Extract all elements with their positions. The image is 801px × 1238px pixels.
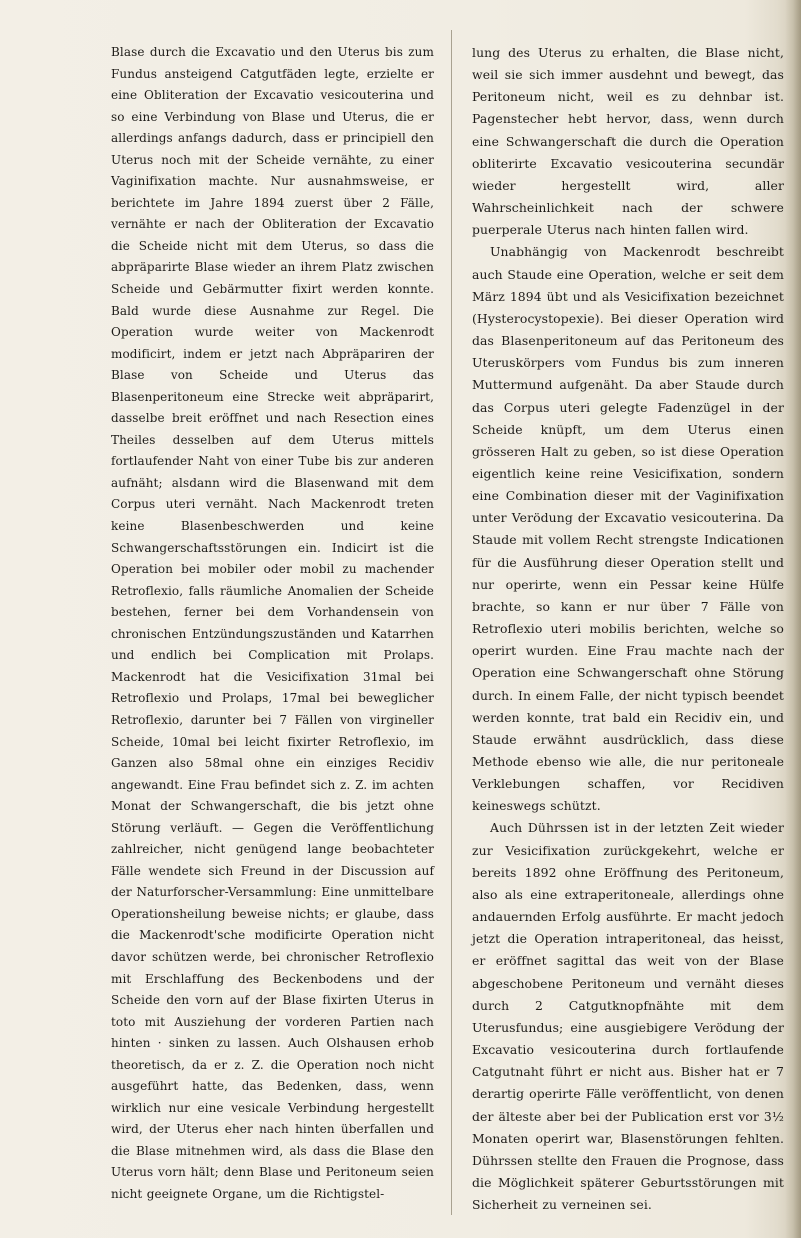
left-text-column xyxy=(111,42,434,1217)
column-divider-rule xyxy=(451,30,452,1215)
paragraph: lung des Uterus zu erhalten, die Blase nicht, weil sie sich immer ausdehnt und bewegt, das Peritoneum nicht, weil es zu dehnbar ist. Pagenstecher hebt hervor, dass, wenn durch eine Schwangerschaft die durch die Operation obliterirte Excavatio vesicouterina secundär wieder hergestellt wird, aller Wahrscheinlichkeit nach der schwere puerperale Uterus nach hinten fallen wird. xyxy=(472,45,784,238)
right-text-column xyxy=(472,42,784,1217)
paragraph: Unabhängig von Mackenrodt beschreibt auch Staude eine Operation, welche er seit dem März 1894 übt und als Vesicifixation bezeichnet (Hysterocystopexie). Bei dieser Operation wird das Blasenperitoneum auf das Peritoneum des Uteruskörpers vom Fundus bis zum inneren Muttermund aufgenäht. Da aber Staude durch das Corpus uteri gelegte Fadenzügel in der Scheide knüpft, um dem Uterus einen grösseren Halt zu geben, so ist diese Operation eigentlich keine reine Vesicifixation, sondern eine Combination dieser mit der Vaginifixation unter Verödung der Excavatio vesicouterina. Da Staude mit vollem Recht strengste Indicationen für die Ausführung dieser Operation stellt und nur operirte, wenn ein Pessar keine Hülfe brachte, so kann er nur über 7 Fälle von Retroflexio uteri mobilis berichten, welche so operirt wurden. Eine Frau machte nach der Operation eine Schwangerschaft ohne Störung durch. In einem Falle, der nicht typisch beendet werden konnte, trat bald ein Recidiv ein, und Staude erwähnt ausdrücklich, dass diese Methode ebenso wie alle, die nur peritoneale Verklebungen schaffen, vor Recidiven keineswegs schützt. xyxy=(472,244,784,814)
page-edge-shadow xyxy=(785,0,801,1238)
paragraph: Auch Dührssen ist in der letzten Zeit wieder zur Vesicifixation zurückgekehrt, welche er bereits 1892 ohne Eröffnung des Peritoneum, also als eine extraperitoneale, allerdings ohne andauernden Erfolg ausführte. Er macht jedoch jetzt die Operation intraperitoneal, das heisst, er eröffnet sagittal das weit von der Blase abgeschobene Peritoneum und vernäht dieses durch 2 Catgutknopfnähte mit dem Uterusfundus; eine ausgiebigere Verödung der Excavatio vesicouterina durch fortlaufende Catgutnaht führt er nicht aus. Bisher hat er 7 derartig operirte Fälle veröffentlicht, von denen der älteste aber bei der Publication erst vor 3½ Monaten operirt war, Blasenstörungen fehlten. Dührssen stellte den Frauen die Prognose, dass die Möglichkeit späterer Geburtsstörungen mit Sicherheit zu verneinen sei. xyxy=(472,820,784,1213)
paragraph: Blase durch die Excavatio und den Uterus bis zum Fundus ansteigend Catgutfäden legte, erzielte er eine Obliteration der Excavatio vesicouterina und so eine Verbindung von Blase und Uterus, die er allerdings anfangs dadurch, dass er principiell den Uterus noch mit der Scheide vernähte, zu einer Vaginifixation machte. Nur ausnahmsweise, er berichtete im Jahre 1894 zuerst über 2 Fälle, vernähte er nach der Obliteration der Excavatio die Scheide nicht mit dem Uterus, so dass die abpräparirte Blase wieder an ihrem Platz zwischen Scheide und Gebärmutter fixirt werden konnte. Bald wurde diese Ausnahme zur Regel. Die Operation wurde weiter von Mackenrodt modificirt, indem er jetzt nach Abpräpariren der Blase von Scheide und Uterus das Blasenperitoneum eine Strecke weit abpräparirt, dasselbe breit eröffnet und nach Resection eines Theiles desselben auf dem Uterus mittels fortlaufender Naht von einer Tube bis zur anderen aufnäht; alsdann wird die Blasenwand mit dem Corpus uteri vernäht. Nach Mackenrodt treten keine Blasenbeschwerden und keine Schwangerschaftsstörungen ein. Indicirt ist die Operation bei mobiler oder mobil zu machender Retroflexio, falls räumliche Anomalien der Scheide bestehen, ferner bei dem Vorhandensein von chronischen Entzündungszuständen und Katarrhen und endlich bei Complication mit Prolaps. Mackenrodt hat die Vesicifixation 31mal bei Retroflexio und Prolaps, 17mal bei beweglicher Retroflexio, darunter bei 7 Fällen von virgineller Scheide, 10mal bei leicht fixirter Retroflexio, im Ganzen also 58mal ohne ein einziges Recidiv angewandt. Eine Frau befindet sich z. Z. im achten Monat der Schwangerschaft, die bis jetzt ohne Störung verläuft. — Gegen die Veröffentlichung zahlreicher, nicht genügend lange beobachteter Fälle wendete sich Freund in der Discussion auf der Naturforscher-Versammlung: Eine unmittelbare Operationsheilung beweise nichts; er glaube, dass die Mackenrodt'sche modificirte Operation nicht davor schützen werde, bei chronischer Retroflexio mit Erschlaffung des Beckenbodens und der Scheide den vorn auf der Blase fixirten Uterus in toto mit Ausziehung der vorderen Partien nach hinten · sinken zu lassen. Auch Olshausen erhob theoretisch, da er z. Z. die Operation noch nicht ausgeführt hatte, das Bedenken, dass, wenn wirklich nur eine vesicale Verbindung hergestellt wird, der Uterus eher nach hinten überfallen und die Blase mitnehmen wird, als dass die Blase den Uterus vorn hält; denn Blase und Peritoneum seien nicht geeignete Organe, um die Richtigstel- xyxy=(111,45,434,1201)
